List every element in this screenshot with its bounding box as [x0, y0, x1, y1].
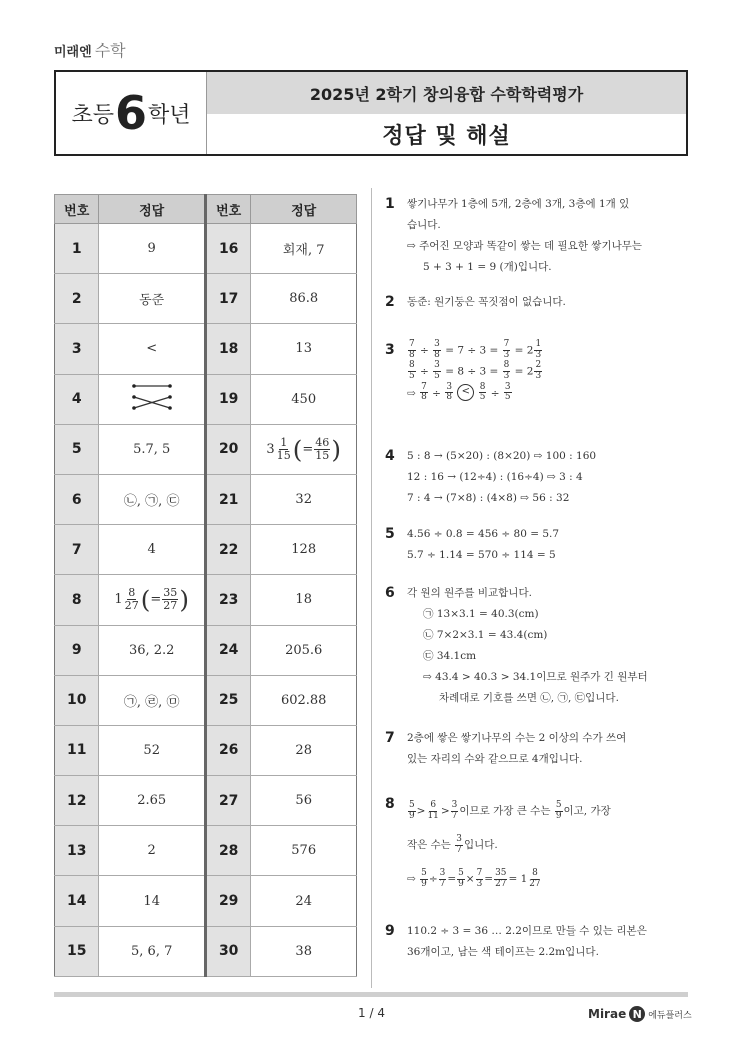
exam-title: 2025년 2학기 창의융합 수학학력평가 — [207, 72, 686, 114]
explanation-number: 3 — [385, 342, 395, 358]
explanation-line: 차례대로 기호를 쓰면 ㉡, ㉠, ㉢입니다. — [439, 692, 619, 704]
answer-cell: 5, 6, 7 — [99, 926, 206, 976]
fraction: $\frac{8}{27}$ — [124, 586, 139, 613]
answer-cell: 2 — [99, 826, 206, 876]
explanation-3 — [385, 340, 690, 404]
explanation-line: ⇨ $\frac{7}{8}$ ÷ $\frac{3}{8}$ < $\frac{8}{5}$ ÷ $\frac{3}{5}$ — [407, 381, 511, 403]
comparison-circle: < — [457, 384, 474, 401]
explanation-line: ⇨ 43.4 > 40.3 > 34.1이므로 원주가 긴 원부터 — [423, 671, 648, 683]
answer-cell: 38 — [251, 926, 357, 976]
page-number: 1 / 4 — [358, 1006, 385, 1020]
answer-cell: 24 — [251, 876, 357, 926]
table-row — [55, 374, 357, 424]
logo-text: Mirae — [588, 1007, 627, 1021]
fraction-whole: 3 — [266, 441, 275, 457]
answer-cell: 18 — [251, 575, 357, 625]
question-number: 1 — [55, 224, 99, 274]
cross-connection-diagram — [130, 382, 174, 412]
grade-label — [56, 72, 206, 154]
logo-badge-icon: N — [629, 1006, 645, 1022]
explanation-line: 각 원의 원주를 비교합니다. — [407, 587, 532, 599]
question-number: 21 — [205, 474, 250, 524]
table-row — [55, 625, 357, 675]
answer-cell: 205.6 — [251, 625, 357, 675]
answer-cell: ㉠, ㉣, ㉤ — [99, 675, 206, 725]
table-row — [55, 224, 357, 274]
grade-number: 6 — [114, 86, 147, 140]
explanation-9 — [385, 921, 690, 963]
explanation-line: 습니다. — [407, 219, 441, 231]
answer-cell: 576 — [251, 826, 357, 876]
explanation-line: 110.2 ÷ 3 = 36 … 2.2이므로 만들 수 있는 리본은 — [407, 925, 647, 937]
answer-cell: 5.7, 5 — [99, 424, 206, 474]
question-number: 18 — [205, 324, 250, 374]
explanation-line: 36개이고, 남는 색 테이프는 2.2m입니다. — [407, 946, 599, 958]
explanation-line: 동준: 원기둥은 꼭짓점이 없습니다. — [407, 296, 566, 308]
explanation-number: 1 — [385, 196, 395, 212]
question-number: 5 — [55, 424, 99, 474]
question-number: 2 — [55, 274, 99, 324]
question-number: 19 — [205, 374, 250, 424]
explanation-line: 5 : 8 → (5×20) : (8×20) ⇨ 100 : 160 — [407, 450, 597, 462]
title-header — [54, 70, 688, 156]
question-number: 3 — [55, 324, 99, 374]
question-number: 12 — [55, 776, 99, 826]
explanation-line: 2층에 쌓은 쌓기나무의 수는 2 이상의 수가 쓰여 — [407, 732, 627, 744]
explanation-line: $\frac{5}{9}$ > $\frac{6}{11}$ > $\frac{3}{7}$ 이므로 가장 큰 수는 $\frac{5}{9}$ 이고, 가장 — [409, 799, 611, 821]
answer-cell: 4 — [99, 525, 206, 575]
header-no: 번호 — [55, 195, 99, 224]
answer-cell: 52 — [99, 725, 206, 775]
logo-subtext: 에듀플러스 — [648, 1010, 692, 1021]
brand-subject: 수학 — [94, 41, 126, 60]
answer-cell: 56 — [251, 776, 357, 826]
explanation-number: 8 — [385, 796, 395, 812]
question-number: 10 — [55, 675, 99, 725]
brand-name: 미래엔 — [54, 45, 92, 60]
footer-divider — [54, 992, 688, 997]
question-number: 26 — [205, 725, 250, 775]
answer-cell: 14 — [99, 876, 206, 926]
explanation-line: ⇨ $\frac{5}{9}$ ÷ $\frac{3}{7}$ = $\frac{5}{9}$ × $\frac{7}{3}$ = $\frac{35}{27}$ = 1 $\frac{8}{27}$ — [407, 867, 541, 889]
equals-sign: = — [302, 441, 314, 457]
explanation-line: 작은 수는 $\frac{3}{7}$ 입니다. — [407, 833, 498, 855]
explanation-line: ⇨ 주어진 모양과 똑같이 쌓는 데 필요한 쌓기나무는 — [407, 240, 643, 252]
explanation-line: $\frac{8}{5}$ ÷ $\frac{3}{5}$ = 8 ÷ 3 = $\frac{8}{3}$ = 2 $\frac{2}{3}$ — [409, 360, 542, 382]
explanation-line: 쌓기나무가 1층에 5개, 2층에 3개, 3층에 1개 있 — [407, 198, 630, 210]
answer-cell-diagram — [99, 374, 206, 424]
doc-title: 정답 및 해설 — [382, 123, 511, 149]
explanation-number: 2 — [385, 294, 395, 310]
answer-cell: 동준 — [99, 274, 206, 324]
answer-cell: 회재, 7 — [251, 224, 357, 274]
answer-cell: ㉡, ㉠, ㉢ — [99, 474, 206, 524]
answer-cell: 36, 2.2 — [99, 625, 206, 675]
question-number: 25 — [205, 675, 250, 725]
question-number: 27 — [205, 776, 250, 826]
explanation-line: 있는 자리의 수와 같으므로 4개입니다. — [407, 753, 583, 765]
header-answer: 정답 — [99, 195, 206, 224]
explanation-line: ㉡ 7×2×3.1 = 43.4(cm) — [423, 629, 548, 641]
fraction: $\frac{1}{15}$ — [276, 435, 291, 462]
question-number: 29 — [205, 876, 250, 926]
question-number: 30 — [205, 926, 250, 976]
table-row — [55, 926, 357, 976]
explanation-line: 5 + 3 + 1 = 9 (개)입니다. — [423, 261, 552, 273]
grade-prefix: 초등 — [71, 102, 114, 128]
explanation-2 — [385, 292, 690, 313]
question-number: 15 — [55, 926, 99, 976]
table-row — [55, 675, 357, 725]
table-row — [55, 575, 357, 625]
table-row — [55, 525, 357, 575]
table-row — [55, 424, 357, 474]
question-number: 7 — [55, 525, 99, 575]
fraction-whole: 1 — [114, 592, 123, 608]
question-number: 22 — [205, 525, 250, 575]
answer-table — [54, 194, 357, 977]
question-number: 28 — [205, 826, 250, 876]
explanation-line: ㉠ 13×3.1 = 40.3(cm) — [423, 608, 539, 620]
equals-sign: = — [150, 592, 162, 608]
explanation-line: 5.7 ÷ 1.14 = 570 ÷ 114 = 5 — [407, 549, 556, 561]
explanation-number: 9 — [385, 923, 395, 939]
table-row — [55, 474, 357, 524]
question-number: 4 — [55, 374, 99, 424]
explanation-number: 7 — [385, 730, 395, 746]
question-number: 13 — [55, 826, 99, 876]
question-number: 6 — [55, 474, 99, 524]
explanation-4 — [385, 446, 690, 509]
question-number: 11 — [55, 725, 99, 775]
grade-suffix: 학년 — [148, 102, 191, 128]
header-no: 번호 — [205, 195, 250, 224]
answer-cell: 28 — [251, 725, 357, 775]
fraction: $\frac{35}{27}$ — [163, 586, 178, 613]
column-divider — [371, 188, 372, 988]
explanation-line: 4.56 ÷ 0.8 = 456 ÷ 80 = 5.7 — [407, 528, 560, 540]
answer-cell-fraction: 3 $\frac{1}{15}$ (= $\frac{46}{15}$ ) — [251, 424, 357, 474]
answer-cell-fraction: 1 $\frac{8}{27}$ (= $\frac{35}{27}$ ) — [99, 575, 206, 625]
question-number: 17 — [205, 274, 250, 324]
table-row — [55, 776, 357, 826]
explanation-number: 4 — [385, 448, 395, 464]
question-number: 16 — [205, 224, 250, 274]
explanation-line: 12 : 16 → (12÷4) : (16÷4) ⇨ 3 : 4 — [407, 471, 583, 483]
question-number: 8 — [55, 575, 99, 625]
question-number: 24 — [205, 625, 250, 675]
table-row — [55, 725, 357, 775]
explanation-line: $\frac{7}{8}$ ÷ $\frac{3}{8}$ = 7 ÷ 3 = $\frac{7}{3}$ = 2 $\frac{1}{3}$ — [409, 339, 542, 360]
table-row — [55, 876, 357, 926]
explanation-6 — [385, 583, 690, 709]
answer-table-header — [55, 195, 357, 224]
explanation-8 — [385, 794, 690, 896]
question-number: 20 — [205, 424, 250, 474]
explanation-number: 5 — [385, 526, 395, 542]
answer-cell: 32 — [251, 474, 357, 524]
publisher-logo — [588, 1006, 692, 1022]
explanation-1 — [385, 194, 690, 278]
answer-cell: 9 — [99, 224, 206, 274]
answer-cell: 86.8 — [251, 274, 357, 324]
answer-cell: 128 — [251, 525, 357, 575]
explanation-line: ㉢ 34.1cm — [423, 650, 477, 662]
answer-cell: < — [99, 324, 206, 374]
answer-cell: 602.88 — [251, 675, 357, 725]
explanation-line: 7 : 4 → (7×8) : (4×8) ⇨ 56 : 32 — [407, 492, 570, 504]
question-number: 14 — [55, 876, 99, 926]
header-answer: 정답 — [251, 195, 357, 224]
answer-cell: 450 — [251, 374, 357, 424]
fraction: $\frac{46}{15}$ — [315, 435, 330, 462]
table-row — [55, 274, 357, 324]
answer-cell: 13 — [251, 324, 357, 374]
explanation-5 — [385, 524, 690, 566]
table-row — [55, 324, 357, 374]
table-row — [55, 826, 357, 876]
explanation-7 — [385, 728, 690, 770]
question-number: 23 — [205, 575, 250, 625]
brand-logo — [54, 38, 126, 61]
explanation-number: 6 — [385, 585, 395, 601]
answer-cell: 2.65 — [99, 776, 206, 826]
question-number: 9 — [55, 625, 99, 675]
